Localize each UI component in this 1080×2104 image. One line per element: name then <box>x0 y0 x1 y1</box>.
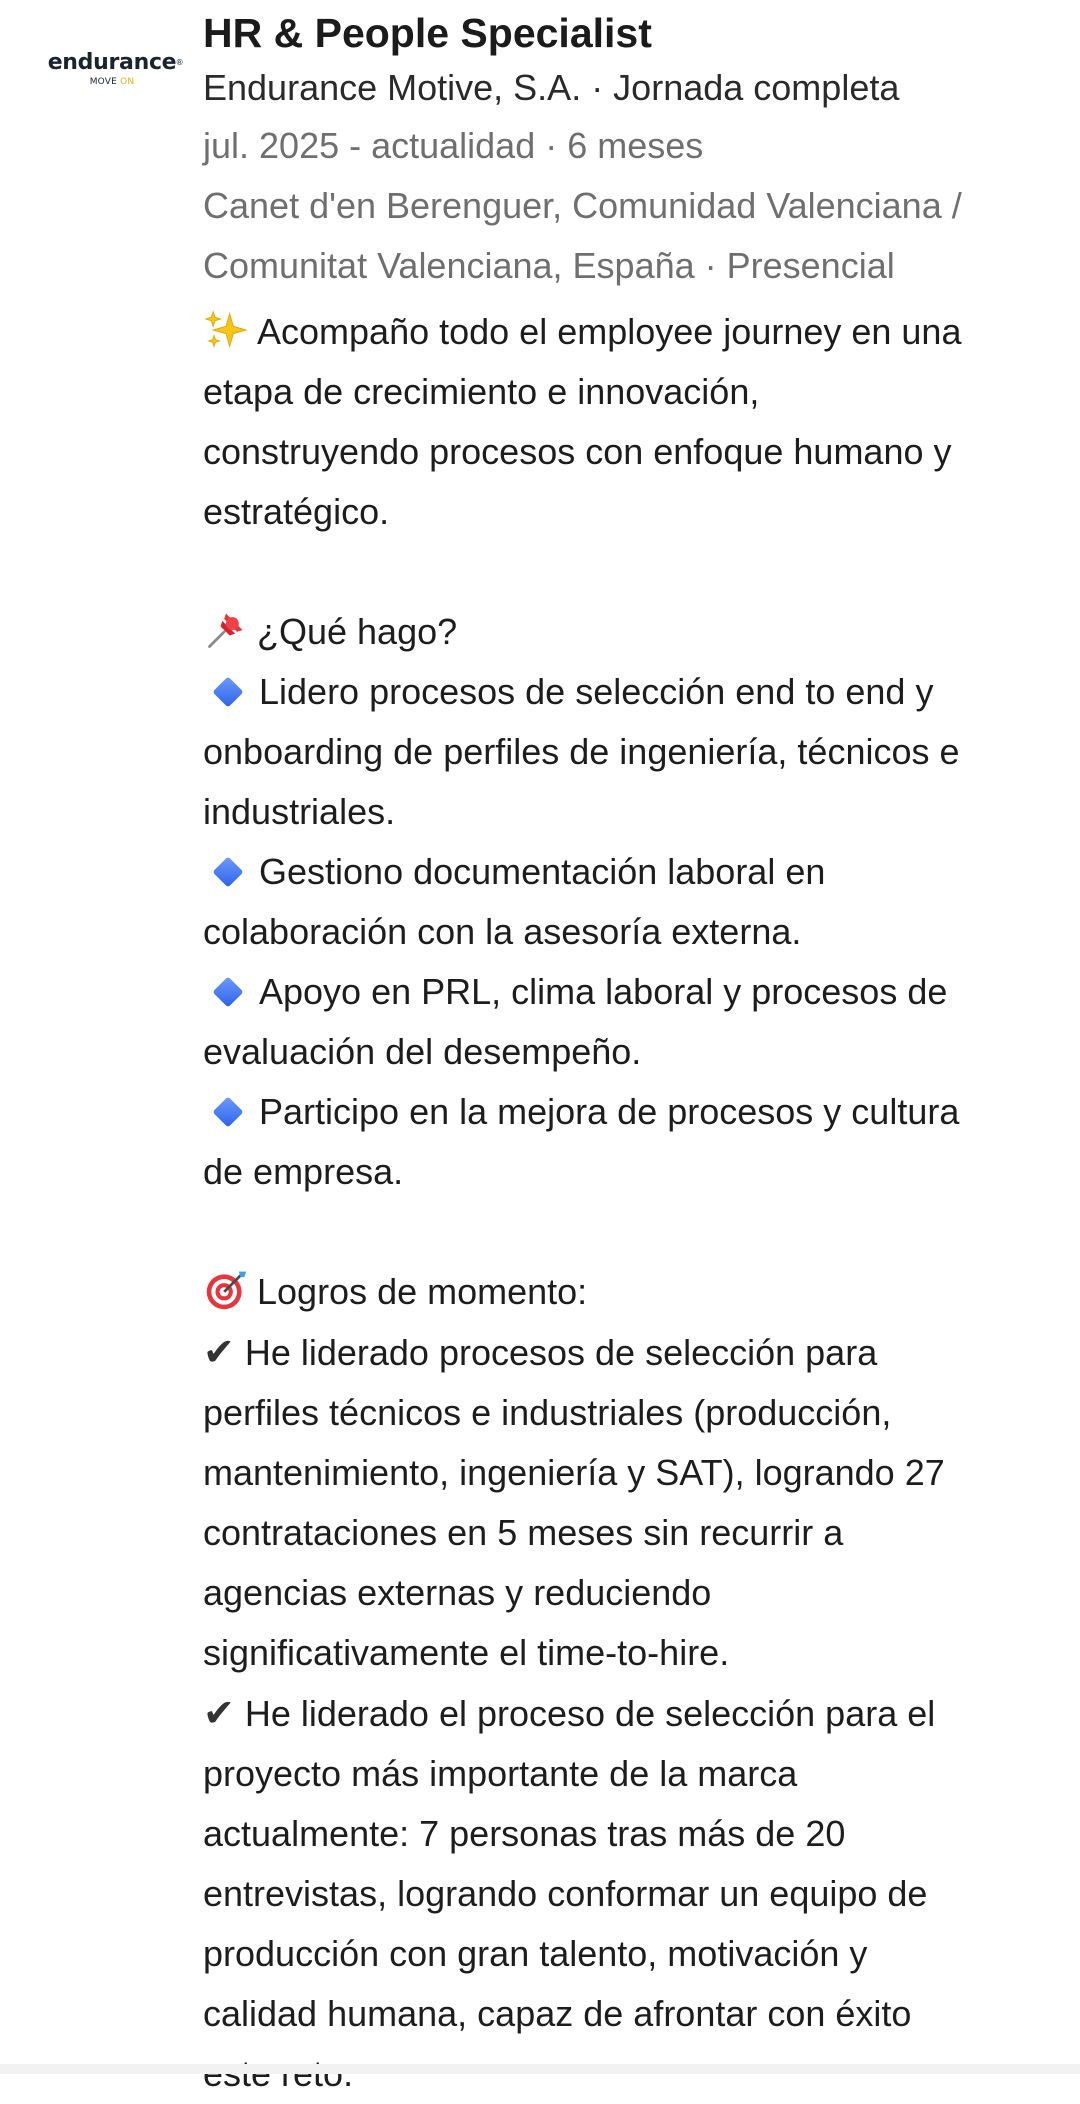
intro-line: construyendo procesos con enfoque humano y <box>203 431 952 472</box>
achievement-cont <box>203 2044 1043 2104</box>
list-item: Gestiono documentación laboral en <box>203 842 1043 902</box>
job-description <box>203 302 1043 2104</box>
sparkles-icon <box>203 308 249 352</box>
achievement-item: ✔ He liderado procesos de selección para <box>203 1330 878 1374</box>
check-mark-icon: ✔ <box>203 1691 235 1735</box>
list-item: Lidero procesos de selección end to end y <box>203 662 1043 722</box>
list-item: Apoyo en PRL, clima laboral y procesos de <box>203 962 1043 1022</box>
achievement-cont: contrataciones en 5 meses sin recurrir a <box>203 1512 844 1553</box>
date-range: jul. 2025 - actualidad · 6 meses <box>203 125 704 166</box>
section-heading-achievements: Logros de momento: <box>203 1262 1043 1322</box>
check-mark-icon: ✔ <box>203 1330 235 1374</box>
blue-diamond-icon <box>212 677 243 708</box>
achievement-cont: perfiles técnicos e industriales (producción, <box>203 1392 892 1433</box>
pushpin-icon <box>203 608 249 652</box>
job-title[interactable]: HR & People Specialist <box>203 10 652 56</box>
bottom-divider <box>0 2064 1080 2074</box>
location-line-1: Canet d'en Berenguer, Comunidad Valenciana / <box>203 185 962 226</box>
location-line-2: Comunitat Valenciana, España · Presencial <box>203 245 895 286</box>
list-item-cont: evaluación del desempeño. <box>203 1031 642 1072</box>
company-line: Endurance Motive, S.A. · Jornada completa <box>203 67 900 108</box>
direct-hit-icon <box>203 1268 249 1312</box>
achievement-cont: producción con gran talento, motivación y <box>203 1933 868 1974</box>
achievement-cont: entrevistas, logrando conformar un equipo de <box>203 1873 928 1914</box>
list-item-cont: onboarding de perfiles de ingeniería, técnicos e <box>203 731 960 772</box>
achievement-cont: proyecto más importante de la marca <box>203 1753 798 1794</box>
section-heading-what: ¿Qué hago? <box>203 602 1043 662</box>
intro-line: estratégico. <box>203 491 390 532</box>
intro-line: Acompaño todo el employee journey en una <box>203 302 1043 362</box>
blue-diamond-icon <box>212 857 243 888</box>
achievement-cont: agencias externas y reduciendo <box>203 1572 712 1613</box>
logo-wordmark: endurance ® <box>47 50 184 75</box>
achievement-cont: mantenimiento, ingeniería y SAT), logrando 27 <box>203 1452 945 1493</box>
experience-entry <box>203 6 1043 2104</box>
achievement-cont: actualmente: 7 personas tras más de 20 <box>203 1813 846 1854</box>
list-item-cont: de empresa. <box>203 1151 404 1192</box>
logo-tagline: MOVE ON <box>89 77 135 87</box>
intro-line: etapa de crecimiento e innovación, <box>203 371 760 412</box>
list-item: Participo en la mejora de procesos y cultura <box>203 1082 1043 1142</box>
blue-diamond-icon <box>212 1097 243 1128</box>
achievement-cont: significativamente el time-to-hire. <box>203 1632 730 1673</box>
blue-diamond-icon <box>212 977 243 1008</box>
list-item-cont: colaboración con la asesoría externa. <box>203 911 802 952</box>
achievement-item: ✔ He liderado el proceso de selección para el <box>203 1691 936 1735</box>
achievement-cont: calidad humana, capaz de afrontar con éxito <box>203 1993 912 2034</box>
list-item-cont: industriales. <box>203 791 396 832</box>
company-logo[interactable] <box>44 50 184 98</box>
